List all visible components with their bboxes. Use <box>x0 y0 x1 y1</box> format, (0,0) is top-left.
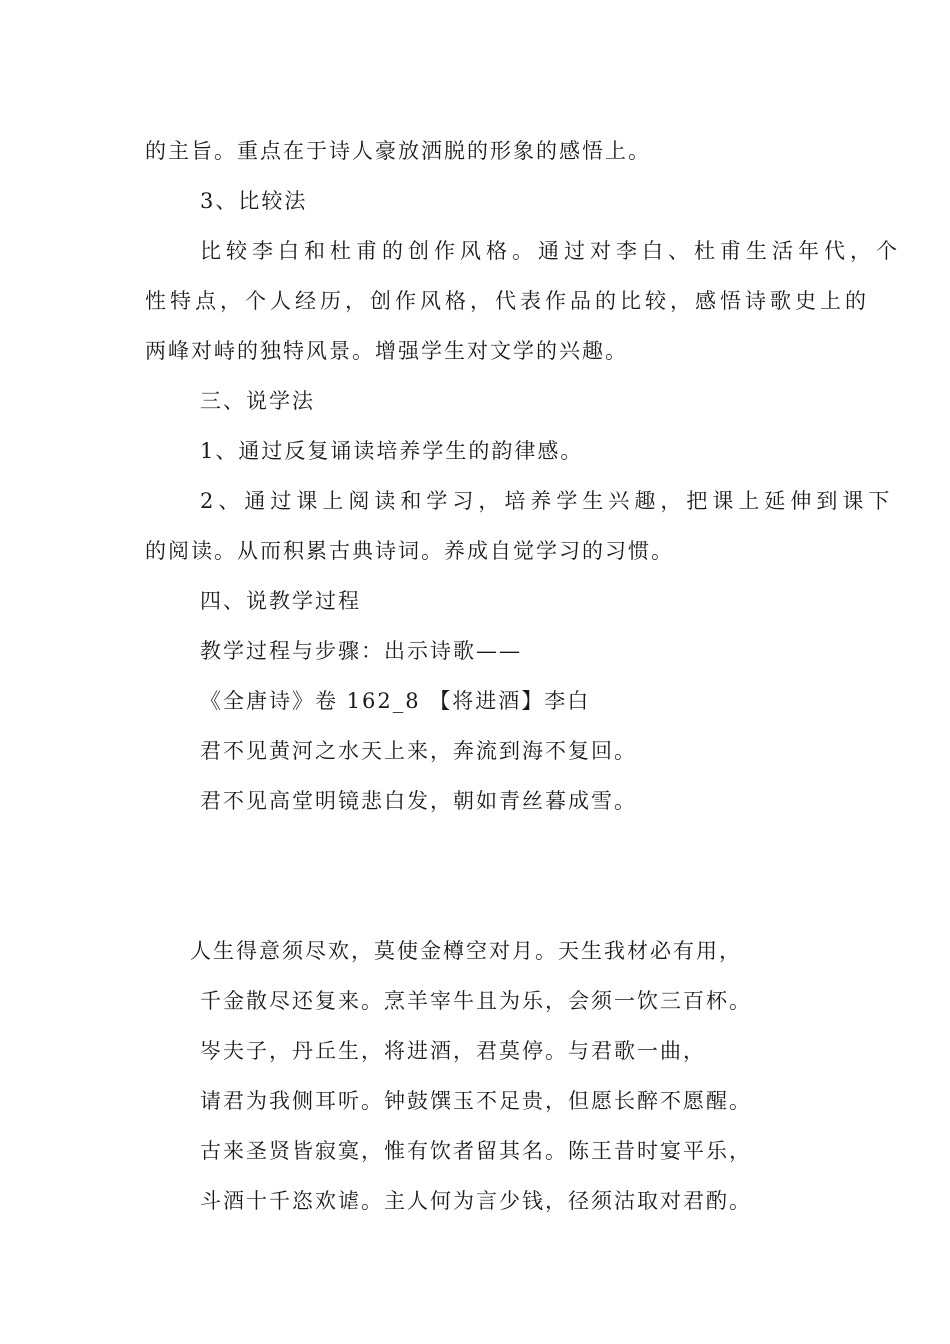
poem-line: 君不见高堂明镜悲白发，朝如青丝暮成雪。 <box>200 789 637 813</box>
poem-title-line: 《全唐诗》卷 162_8 【将进酒】李白 <box>200 689 591 713</box>
section-heading: 3、比较法 <box>200 189 308 213</box>
text-line: 的阅读。从而积累古典诗词。养成自觉学习的习惯。 <box>145 539 674 563</box>
text-line: 2、通过课上阅读和学习，培养学生兴趣，把课上延伸到课下 <box>200 489 895 513</box>
section-heading: 三、说学法 <box>200 389 315 413</box>
poem-line: 千金散尽还复来。烹羊宰牛且为乐，会须一饮三百杯。 <box>200 989 752 1013</box>
poem-line: 请君为我侧耳听。钟鼓馔玉不足贵，但愿长醉不愿醒。 <box>200 1089 752 1113</box>
poem-line: 斗酒十千恣欢谑。主人何为言少钱，径须沽取对君酌。 <box>200 1189 752 1213</box>
section-heading: 四、说教学过程 <box>200 589 361 613</box>
text-line: 的主旨。重点在于诗人豪放洒脱的形象的感悟上。 <box>145 139 651 163</box>
text-line: 教学过程与步骤：出示诗歌—— <box>200 639 522 663</box>
text-line: 1、通过反复诵读培养学生的韵律感。 <box>200 439 584 463</box>
text-line: 性特点，个人经历，创作风格，代表作品的比较，感悟诗歌史上的 <box>145 289 870 313</box>
poem-line: 岑夫子，丹丘生，将进酒，君莫停。与君歌一曲， <box>200 1039 706 1063</box>
poem-line: 人生得意须尽欢，莫使金樽空对月。天生我材必有用， <box>190 939 742 963</box>
text-line: 比较李白和杜甫的创作风格。通过对李白、杜甫生活年代，个 <box>200 239 902 263</box>
poem-line: 君不见黄河之水天上来，奔流到海不复回。 <box>200 739 637 763</box>
poem-line: 古来圣贤皆寂寞，惟有饮者留其名。陈王昔时宴平乐， <box>200 1139 752 1163</box>
text-line: 两峰对峙的独特风景。增强学生对文学的兴趣。 <box>145 339 628 363</box>
